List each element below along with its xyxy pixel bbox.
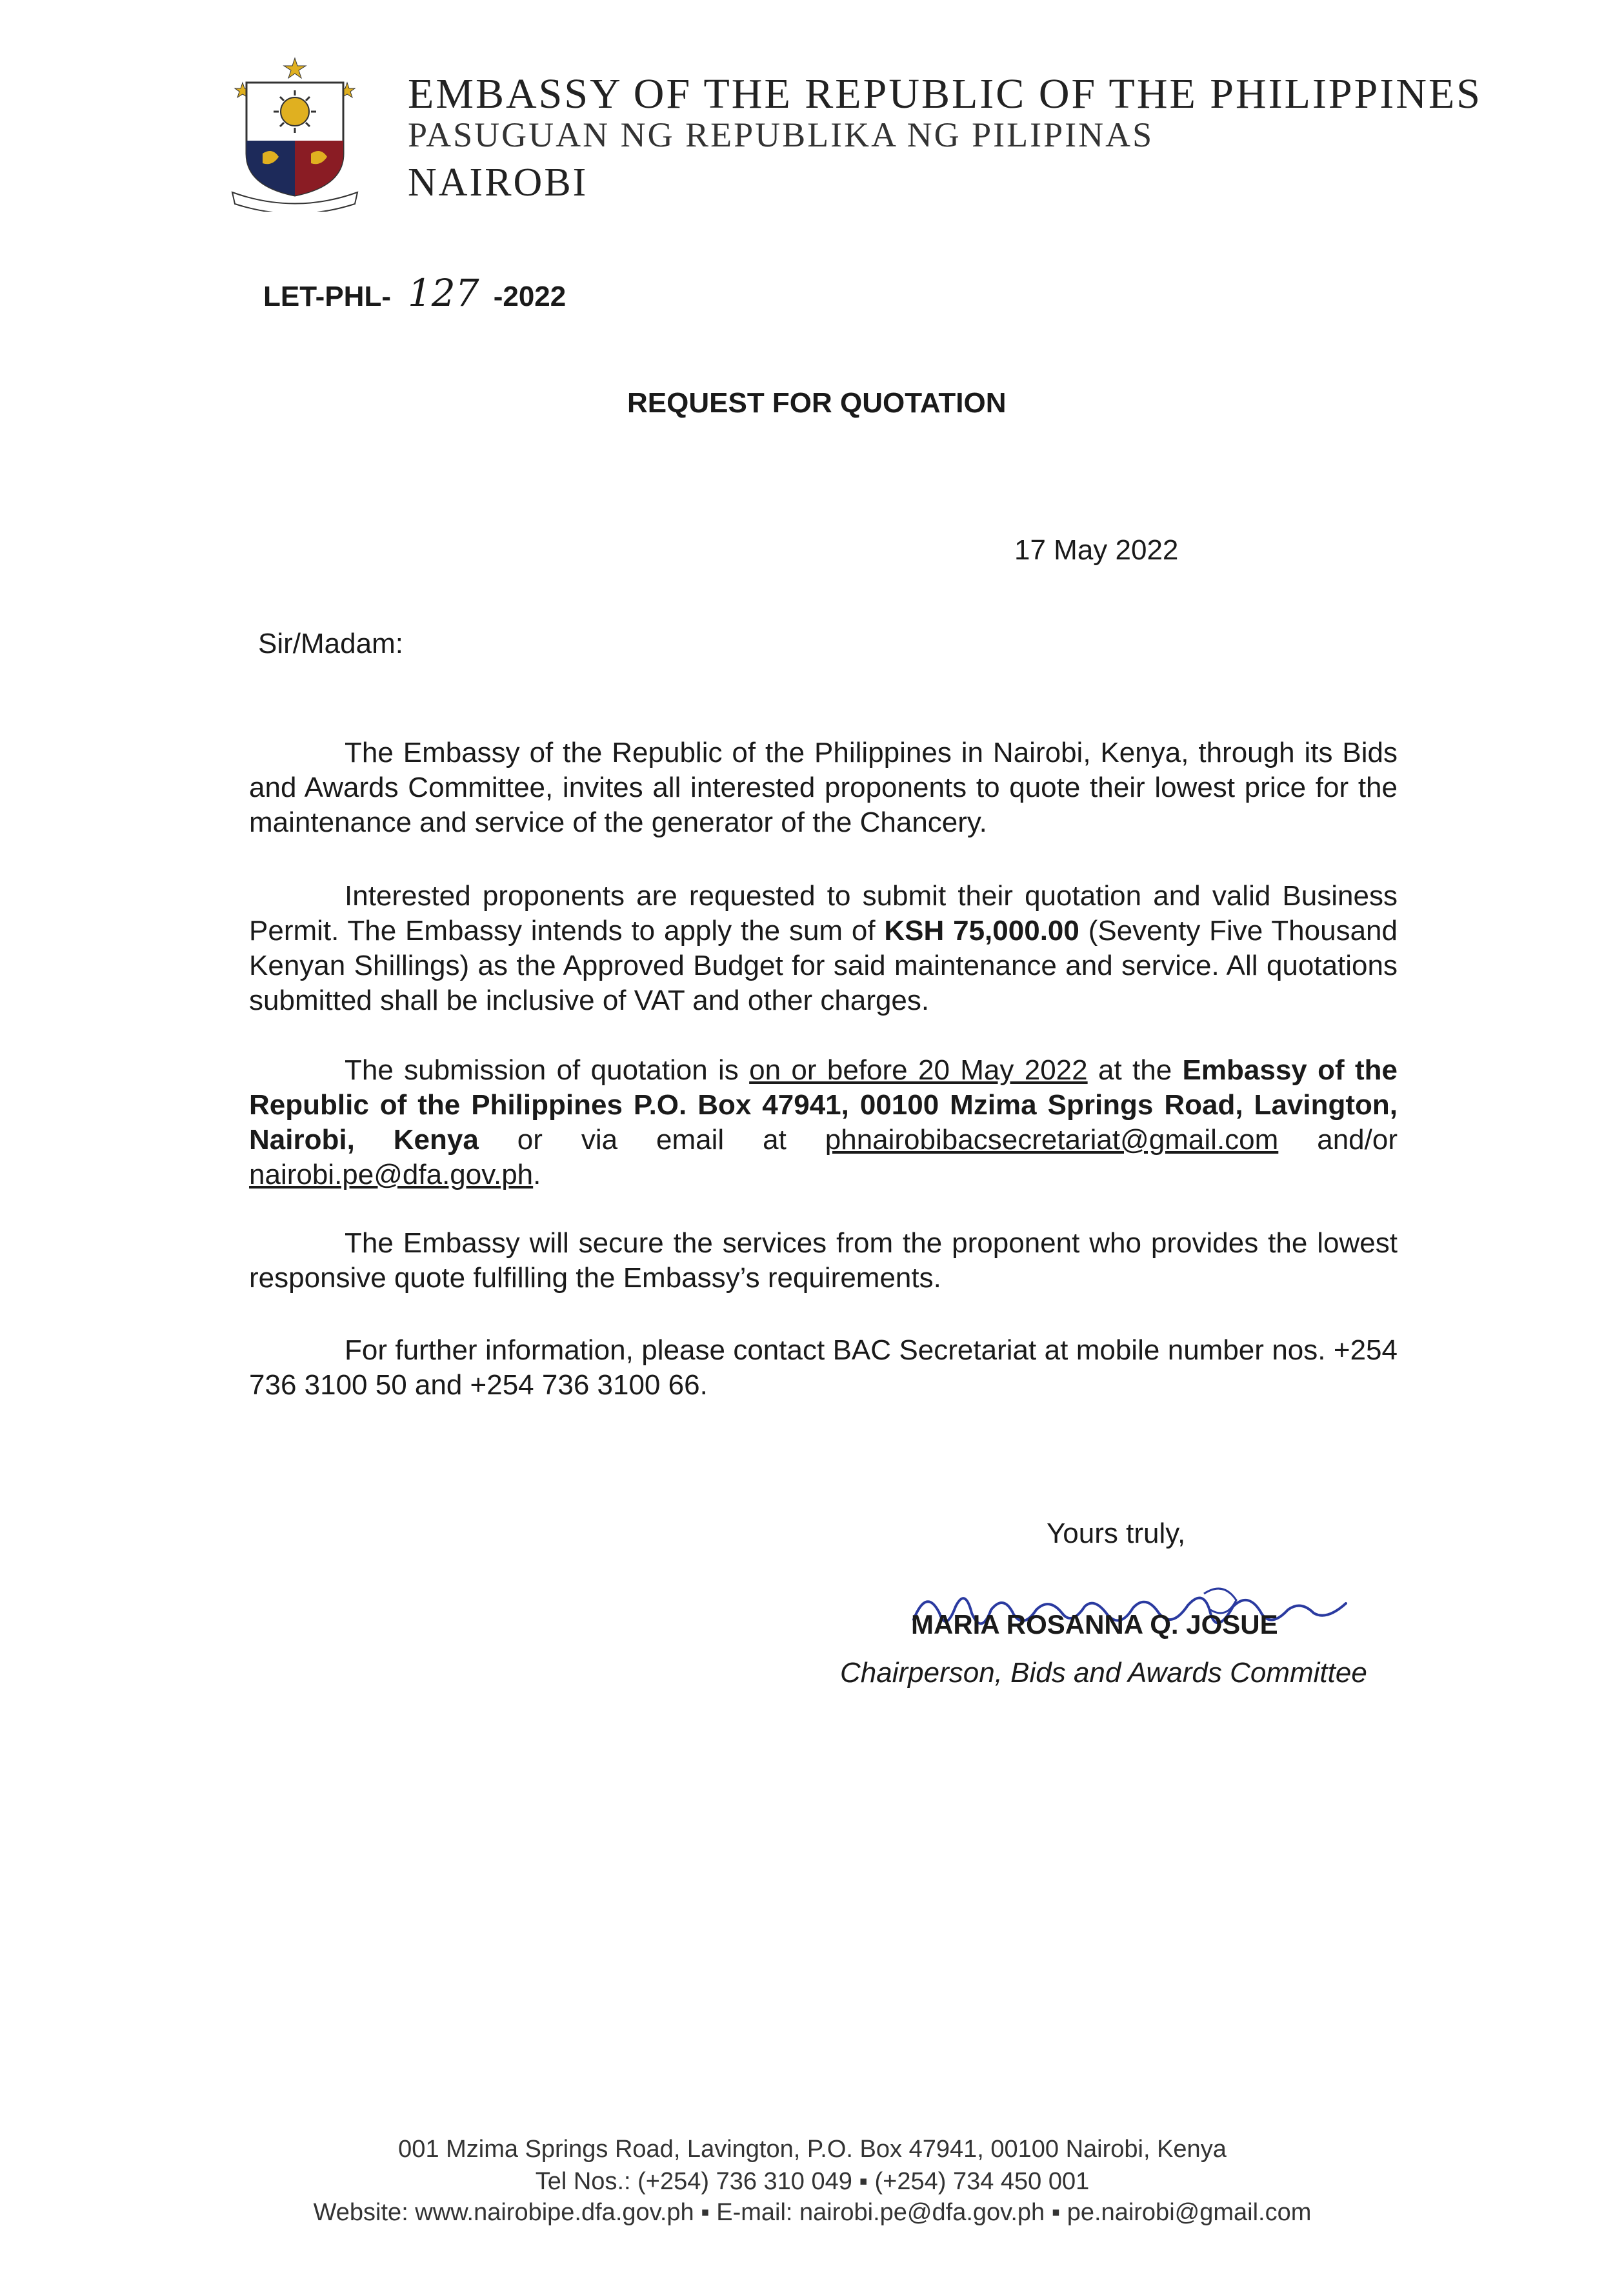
letterhead-embassy-name: EMBASSY OF THE REPUBLIC OF THE PHILIPPINES (408, 70, 1483, 117)
paragraph-3-text-b: at the (1087, 1054, 1183, 1086)
body-paragraph-5 (249, 1333, 1398, 1403)
embassy-email-link[interactable]: nairobi.pe@dfa.gov.ph (249, 1159, 534, 1190)
reference-handwritten-number: 127 (407, 271, 479, 315)
letterhead-filipino-name: PASUGUAN NG REPUBLIKA NG PILIPINAS (408, 115, 1154, 154)
body-paragraph-3 (249, 1053, 1398, 1192)
bac-email-link[interactable]: phnairobibacsecretariat@gmail.com (825, 1124, 1279, 1156)
paragraph-4-text: The Embassy will secure the services from the proponent who provides the lowest responsive quote fulfilling the Embassy’s requirements. (249, 1227, 1398, 1294)
submission-address: Embassy of the Republic of the Philippines P.O. Box 47941, 00100 Mzima Springs Road, Lavington, Nairobi, Kenya (249, 1054, 1398, 1156)
budget-amount: KSH 75,000.00 (884, 915, 1079, 947)
signatory-name: MARIA ROSANNA Q. JOSUE (911, 1609, 1278, 1640)
signatory-title: Chairperson, Bids and Awards Committee (840, 1657, 1367, 1689)
letterhead-city: NAIROBI (408, 161, 588, 205)
footer-phones: Tel Nos.: (+254) 736 310 049 ▪ (+254) 734 450 001 (535, 2168, 1090, 2195)
paragraph-3-text-e: . (533, 1159, 541, 1190)
footer-web-email: Website: www.nairobipe.dfa.gov.ph ▪ E-mail: nairobi.pe@dfa.gov.ph ▪ pe.nairobi@gmail.com (313, 2199, 1312, 2226)
submission-deadline: on or before 20 May 2022 (749, 1054, 1088, 1086)
paragraph-3-text-a: The submission of quotation is (345, 1054, 750, 1086)
paragraph-2-text-a: Interested proponents are requested to submit their quotation and valid Business Permit. The Embassy intends to apply the sum of (249, 880, 1398, 947)
paragraph-5-text: For further information, please contact BAC Secretariat at mobile number nos. +254 736 3100 50 and +254 736 3100 66. (249, 1334, 1398, 1401)
paragraph-1-text: The Embassy of the Republic of the Philippines in Nairobi, Kenya, through its Bids and Awards Committee, invites all interested proponents to quote their lowest price for the maintenance and service of the generator of the Chancery. (249, 737, 1398, 838)
body-paragraph-4 (249, 1226, 1398, 1296)
philippine-seal-icon (227, 57, 363, 212)
reference-suffix: -2022 (493, 281, 566, 312)
valediction: Yours truly, (1047, 1518, 1186, 1549)
salutation: Sir/Madam: (258, 628, 403, 659)
paragraph-2-text-b: (Seventy Five Thousand Kenyan Shillings) as the Approved Budget for said maintenance and service. All quotations submitted shall be inclusive of VAT and other charges. (249, 915, 1398, 1016)
footer-address: 001 Mzima Springs Road, Lavington, P.O. Box 47941, 00100 Nairobi, Kenya (398, 2136, 1227, 2163)
reference-number (263, 271, 566, 315)
paragraph-3-text-d: and/or (1278, 1124, 1398, 1156)
body-paragraph-1 (249, 736, 1398, 840)
letter-date: 17 May 2022 (1014, 534, 1179, 566)
body-paragraph-2 (249, 879, 1398, 1018)
reference-prefix: LET-PHL- (263, 281, 391, 312)
paragraph-3-text-c: or via email at (478, 1124, 825, 1156)
document-title: REQUEST FOR QUOTATION (627, 387, 1007, 419)
